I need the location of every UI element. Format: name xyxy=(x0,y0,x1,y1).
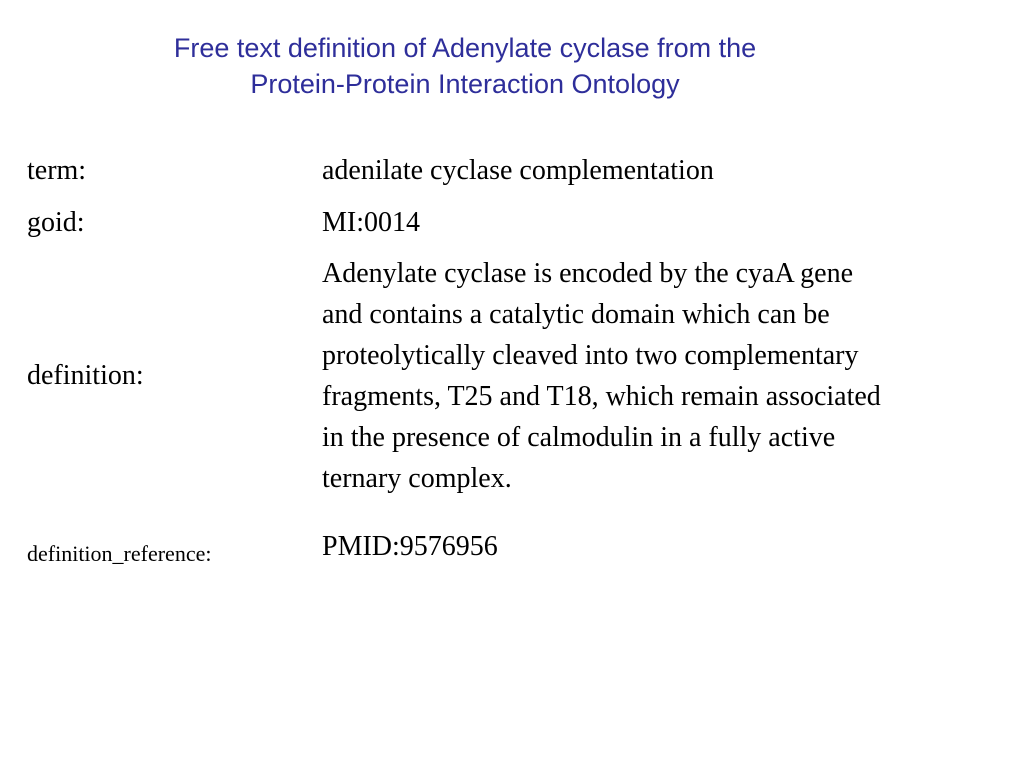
definition-line: Adenylate cyclase is encoded by the cyaA gene xyxy=(322,258,854,289)
definition-line: in the presence of calmodulin in a fully active xyxy=(322,422,836,453)
definition-line: ternary complex. xyxy=(322,463,512,494)
definition-line: proteolytically cleaved into two complementary xyxy=(322,340,859,371)
goid-value: MI:0014 xyxy=(322,207,420,238)
definition-line: and contains a catalytic domain which can be xyxy=(322,299,830,330)
slide-title-line-1: Free text definition of Adenylate cyclase from the xyxy=(173,33,757,63)
definition-reference-label: definition_reference: xyxy=(27,541,212,566)
definition-reference-value: PMID:9576956 xyxy=(322,531,498,562)
definition-value xyxy=(322,253,1012,499)
term-label: term: xyxy=(27,155,87,186)
slide-title-line-2: Protein-Protein Interaction Ontology xyxy=(250,69,680,99)
slide-title xyxy=(0,30,930,102)
definition-line: fragments, T25 and T18, which remain associated xyxy=(322,381,881,412)
definition-label: definition: xyxy=(27,360,144,391)
term-value: adenilate cyclase complementation xyxy=(322,155,714,186)
goid-label: goid: xyxy=(27,207,85,238)
